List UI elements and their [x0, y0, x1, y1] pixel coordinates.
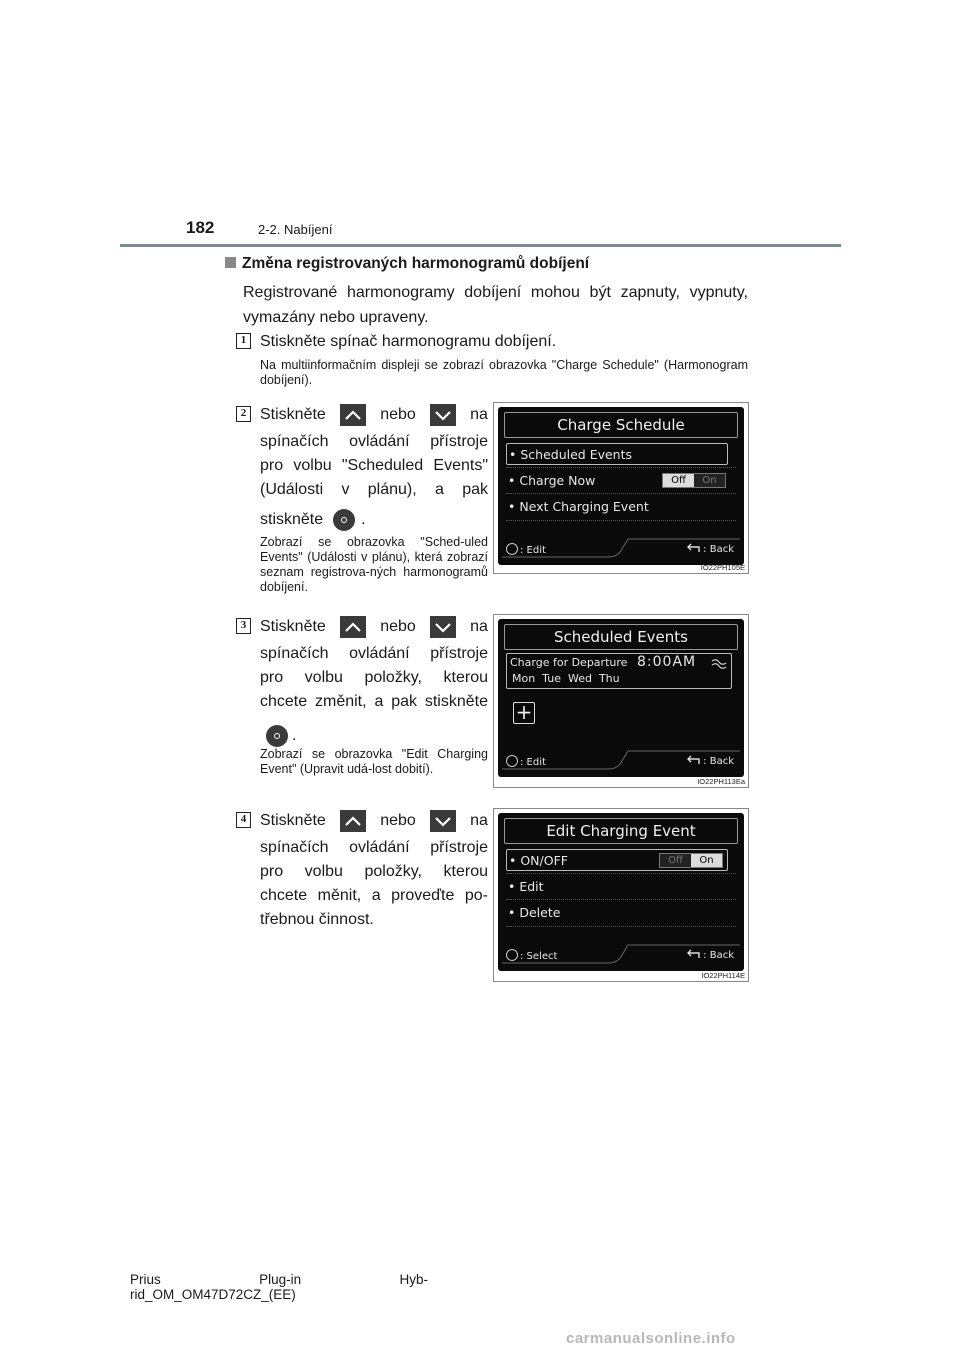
step-3-line-3: pro volbu položky, kterou — [260, 669, 488, 686]
toggle-on: On — [694, 474, 725, 487]
step-number-1: 1 — [236, 333, 251, 349]
down-button-icon — [430, 404, 456, 426]
row-separator — [506, 873, 736, 874]
menu-item-edit: • Edit — [508, 879, 544, 894]
ok-button-icon — [333, 509, 355, 531]
step-number-2: 2 — [236, 406, 251, 422]
figure-code: IO22PH105E — [700, 563, 745, 572]
step-2-line-4: (Události v plánu), a pak — [260, 481, 488, 498]
toggle-off: Off — [663, 474, 694, 487]
step-2-word-or: nebo — [380, 406, 416, 423]
up-button-icon — [340, 616, 366, 638]
figure-code: IO22PH114E — [701, 971, 745, 980]
on-off-label: • ON/OFF — [509, 853, 568, 868]
step-4-word-on: na — [470, 812, 488, 829]
square-bullet-icon — [225, 257, 236, 268]
screen-title: Charge Schedule — [504, 412, 738, 438]
step-3-word-or: nebo — [380, 618, 416, 635]
dial-icon — [506, 949, 518, 961]
section-heading — [225, 255, 589, 273]
menu-item-on-off — [506, 849, 728, 871]
menu-item-delete: • Delete — [508, 905, 561, 920]
menu-item-next-charging-event: • Next Charging Event — [508, 499, 649, 514]
charge-now-label: • Charge Now — [508, 473, 596, 488]
step-3-note: Zobrazí se obrazovka "Edit Charging Event" (Upravit udá-lost dobití). — [260, 747, 488, 776]
step-3-line-5 — [260, 722, 488, 750]
step-3-word-on: na — [470, 618, 488, 635]
header-rule — [120, 244, 841, 247]
row-separator — [506, 467, 736, 468]
menu-item-scheduled-events: • Scheduled Events — [506, 443, 728, 465]
footer-back — [685, 543, 734, 557]
step-3-word-press: Stiskněte — [260, 618, 326, 635]
footer-edit — [506, 543, 546, 558]
step-4-line-4: chcete měnit, a proveďte po- — [260, 887, 488, 904]
ok-button-icon — [266, 725, 288, 747]
back-arrow-icon — [685, 949, 701, 960]
back-arrow-icon — [685, 543, 701, 554]
charge-now-toggle — [662, 473, 726, 488]
step-4-line-2: spínačích ovládání přístroje — [260, 839, 488, 856]
page-footer — [130, 1272, 430, 1302]
footer-back — [685, 755, 734, 769]
screen-footer — [498, 747, 744, 777]
footer-back — [685, 949, 734, 963]
footer-plugin: Plug-in — [259, 1272, 302, 1287]
step-2-word-press: Stiskněte — [260, 406, 326, 423]
event-time: 8:00AM — [637, 654, 697, 670]
figure-code: IO22PH113Ea — [697, 777, 745, 786]
screen-charge-schedule — [493, 402, 749, 574]
page-number: 182 — [186, 218, 215, 237]
row-separator — [506, 520, 736, 521]
screen-footer — [498, 535, 744, 565]
screen-title: Edit Charging Event — [504, 818, 738, 844]
menu-item-charge-now — [508, 470, 730, 492]
add-event-icon: + — [513, 702, 535, 724]
step-1-text: Stiskněte spínač harmonogramu dobíjení. — [260, 333, 557, 350]
scheduled-event-item — [506, 653, 732, 689]
down-button-icon — [430, 810, 456, 832]
footer-line-2: rid_OM_OM47D72CZ_(EE) — [130, 1287, 296, 1302]
step-2-word-on: na — [470, 406, 488, 423]
step-2-line-2: spínačích ovládání přístroje — [260, 433, 488, 450]
back-arrow-icon — [685, 755, 701, 766]
footer-edit-label: : Edit — [520, 545, 546, 556]
step-2-period: . — [361, 511, 366, 528]
step-4-text — [260, 808, 488, 932]
event-days: Mon Tue Wed Thu — [512, 672, 620, 685]
step-3-line-1 — [260, 614, 488, 640]
footer-select — [506, 949, 557, 964]
step-4-word-or: nebo — [380, 812, 416, 829]
display-screen — [498, 407, 744, 565]
step-2-line-5 — [260, 506, 488, 534]
watermark: carmanualsonline.info — [566, 1330, 736, 1347]
screen-title: Scheduled Events — [504, 624, 738, 650]
step-3-line-4: chcete změnit, a pak stiskněte — [260, 693, 488, 710]
step-4-line-5: třebnou činnost. — [260, 911, 374, 928]
event-name: Charge for Departure — [510, 656, 628, 669]
screen-scheduled-events — [493, 614, 749, 788]
footer-back-label: : Back — [703, 544, 734, 555]
footer-edit-label: : Edit — [520, 757, 546, 768]
up-button-icon — [340, 810, 366, 832]
step-3-text — [260, 614, 488, 750]
row-separator — [506, 926, 736, 927]
section-intro: Registrované harmonogramy dobíjení mohou být zapnuty, vypnuty, vymazány nebo upraveny. — [243, 284, 748, 326]
toggle-off: Off — [660, 854, 691, 867]
step-number-3: 3 — [236, 618, 251, 634]
step-1-note: Na multiinformačním displeji se zobrazí obrazovka "Charge Schedule" (Harmonogram dobíjení). — [260, 358, 748, 387]
step-2-text — [260, 402, 488, 534]
footer-select-label: : Select — [520, 951, 558, 962]
chapter-title: 2-2. Nabíjení — [258, 222, 333, 237]
display-screen — [498, 619, 744, 777]
footer-back-label: : Back — [703, 950, 734, 961]
step-2-line-1 — [260, 402, 488, 428]
on-off-toggle — [659, 853, 723, 868]
step-3-period: . — [292, 727, 297, 744]
footer-back-label: : Back — [703, 756, 734, 767]
fan-icon — [710, 657, 728, 671]
step-2-note: Zobrazí se obrazovka "Sched-uled Events" (Události v plánu), která zobrazí seznam registrova-ných harmonogramů dobíjení. — [260, 535, 488, 594]
step-3-line-2: spínačích ovládání přístroje — [260, 645, 488, 662]
step-number-4: 4 — [236, 812, 251, 828]
footer-hyb: Hyb- — [399, 1272, 428, 1287]
down-button-icon — [430, 616, 456, 638]
dial-icon — [506, 543, 518, 555]
screen-edit-charging-event — [493, 808, 749, 982]
toggle-on: On — [691, 854, 722, 867]
section-title: Změna registrovaných harmonogramů dobíjení — [242, 255, 590, 272]
dial-icon — [506, 755, 518, 767]
row-separator — [506, 899, 736, 900]
step-2-word-press-2: stiskněte — [260, 511, 324, 528]
footer-model: Prius — [130, 1272, 161, 1287]
row-separator — [506, 493, 736, 494]
display-screen — [498, 813, 744, 971]
footer-edit — [506, 755, 546, 770]
up-button-icon — [340, 404, 366, 426]
footer-line-1 — [130, 1272, 428, 1287]
step-4-line-1 — [260, 808, 488, 834]
step-4-word-press: Stiskněte — [260, 812, 326, 829]
step-4-line-3: pro volbu položky, kterou — [260, 863, 488, 880]
screen-footer — [498, 941, 744, 971]
step-2-line-3: pro volbu "Scheduled Events" — [260, 457, 488, 474]
